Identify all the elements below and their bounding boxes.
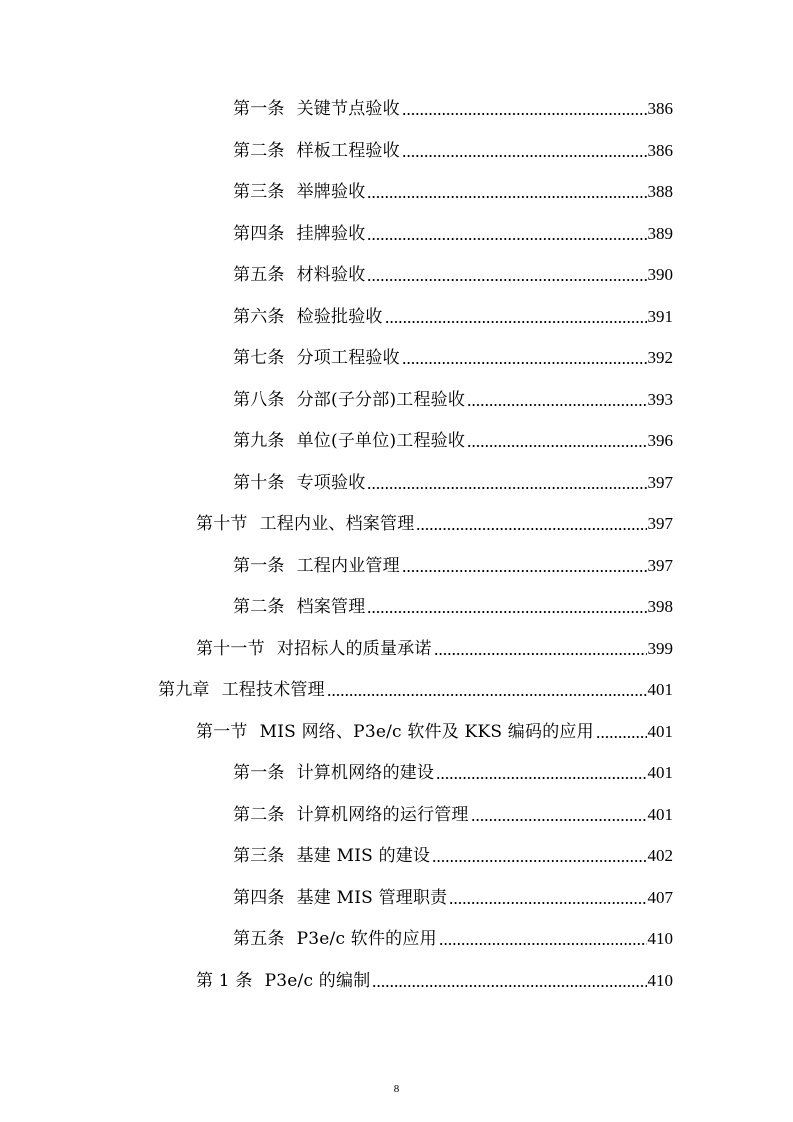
dot-leader [385,321,647,323]
dot-leader [467,445,646,447]
toc-entry-title: 样板工程验收 [296,141,400,161]
toc-entry[interactable] [233,346,673,370]
toc-entry-label: 第 1 条 [196,971,253,991]
toc-entry-page: 410 [647,929,673,948]
toc-entry[interactable] [196,512,673,536]
dot-leader [402,155,647,157]
toc-entry[interactable] [233,595,673,619]
toc-entry-title: 检验批验收 [296,307,383,327]
dot-leader [449,902,646,904]
toc-entry-page: 393 [647,390,673,409]
toc-entry-page: 391 [647,307,673,326]
toc-entry-title: 基建 MIS 管理职责 [296,888,448,908]
dot-leader [432,860,646,862]
toc-entry[interactable] [233,803,673,827]
toc-entry[interactable] [233,927,673,951]
toc-entry-label: 第五条 [233,265,285,285]
toc-entry-label: 第五条 [233,929,285,949]
toc-entry-label: 第四条 [233,888,285,908]
dot-leader [372,985,646,987]
toc-entry-label: 第三条 [233,846,285,866]
toc-entry-label: 第七条 [233,348,285,368]
toc-entry-page: 386 [647,99,673,118]
toc-entry-title: 关键节点验收 [296,99,400,119]
toc-entry-label: 第三条 [233,182,285,202]
toc-entry-page: 390 [647,265,673,284]
toc-entry-page: 392 [647,348,673,367]
toc-entry-title: P3e/c 软件的应用 [296,929,437,949]
toc-entry-page: 386 [647,141,673,160]
toc-entry-title: 单位(子单位)工程验收 [296,431,466,451]
toc-entry[interactable] [233,886,673,910]
toc-entry-label: 第二条 [233,141,285,161]
toc-entry-title: 工程内业、档案管理 [259,514,415,534]
toc-entry-title: 材料验收 [296,265,366,285]
toc-entry-page: 388 [647,182,673,201]
toc-entry[interactable] [233,180,673,204]
toc-entry-label: 第十一节 [196,639,265,659]
toc-entry[interactable] [158,678,673,702]
toc-entry-label: 第八条 [233,390,285,410]
toc-entry-page: 401 [647,680,673,699]
toc-entry-label: 第一条 [233,763,285,783]
toc-entry-title: MIS 网络、P3e/c 软件及 KKS 编码的应用 [259,722,594,742]
toc-entry-page: 389 [647,224,673,243]
dot-leader [467,404,646,406]
dot-leader [439,943,647,945]
toc-entry[interactable] [233,97,673,121]
dot-leader [367,611,646,613]
toc-entry-page: 397 [647,473,673,492]
dot-leader [402,362,647,364]
toc-entry-title: 分项工程验收 [296,348,400,368]
toc-entry-title: 举牌验收 [296,182,366,202]
toc-entry[interactable] [233,471,673,495]
toc-entry-page: 397 [647,514,673,533]
dot-leader [367,279,646,281]
toc-entry-page: 397 [647,556,673,575]
toc-entry-label: 第十节 [196,514,248,534]
toc-entry-page: 401 [647,763,673,782]
toc-entry-label: 第六条 [233,307,285,327]
toc-entry[interactable] [233,139,673,163]
dot-leader [436,777,646,779]
dot-leader [416,528,646,530]
toc-entry-title: 档案管理 [296,597,366,617]
toc-entry-title: 计算机网络的运行管理 [296,805,469,825]
dot-leader [471,819,647,821]
toc-entry-page: 396 [647,431,673,450]
toc-entry-label: 第二条 [233,805,285,825]
dot-leader [402,113,647,115]
dot-leader [367,238,646,240]
toc-entry-title: 计算机网络的建设 [296,763,435,783]
toc-entry[interactable] [233,844,673,868]
dot-leader [402,570,647,572]
dot-leader [327,694,647,696]
toc-entry[interactable] [233,222,673,246]
toc-entry[interactable] [196,969,673,993]
toc-entry[interactable] [233,263,673,287]
toc-entry[interactable] [233,761,673,785]
toc-entry-label: 第十条 [233,473,285,493]
toc-entry-page: 401 [647,805,673,824]
dot-leader [367,196,646,198]
toc-entry-label: 第九章 [158,680,210,700]
page-number: 8 [393,1083,400,1095]
toc-entry-title: 挂牌验收 [296,224,366,244]
toc-entry-title: P3e/c 的编制 [264,971,371,991]
toc-entry[interactable] [233,554,673,578]
toc-entry-title: 基建 MIS 的建设 [296,846,431,866]
toc-entry-page: 402 [647,846,673,865]
toc-entry-label: 第二条 [233,597,285,617]
toc-entry[interactable] [233,305,673,329]
toc-entry-label: 第一条 [233,99,285,119]
toc-entry-label: 第一条 [233,556,285,576]
toc-entry-title: 工程技术管理 [221,680,325,700]
toc-entry-title: 专项验收 [296,473,366,493]
toc-entry-page: 401 [647,722,673,741]
toc-entry-page: 410 [647,971,673,990]
toc-entry-label: 第九条 [233,431,285,451]
toc-entry-label: 第四条 [233,224,285,244]
dot-leader [596,736,647,738]
toc-entry[interactable] [233,388,673,412]
dot-leader [434,653,647,655]
dot-leader [367,487,646,489]
toc-entry-title: 分部(子分部)工程验收 [296,390,466,410]
toc-entry[interactable] [196,637,673,661]
toc-entry-label: 第一节 [196,722,248,742]
toc-entry-title: 对招标人的质量承诺 [276,639,432,659]
toc-entry-page: 407 [647,888,673,907]
toc-entry-page: 398 [647,597,673,616]
toc-entry-title: 工程内业管理 [296,556,400,576]
toc-entry-page: 399 [647,639,673,658]
toc-entry[interactable] [233,429,673,453]
toc-entry[interactable] [196,720,673,744]
